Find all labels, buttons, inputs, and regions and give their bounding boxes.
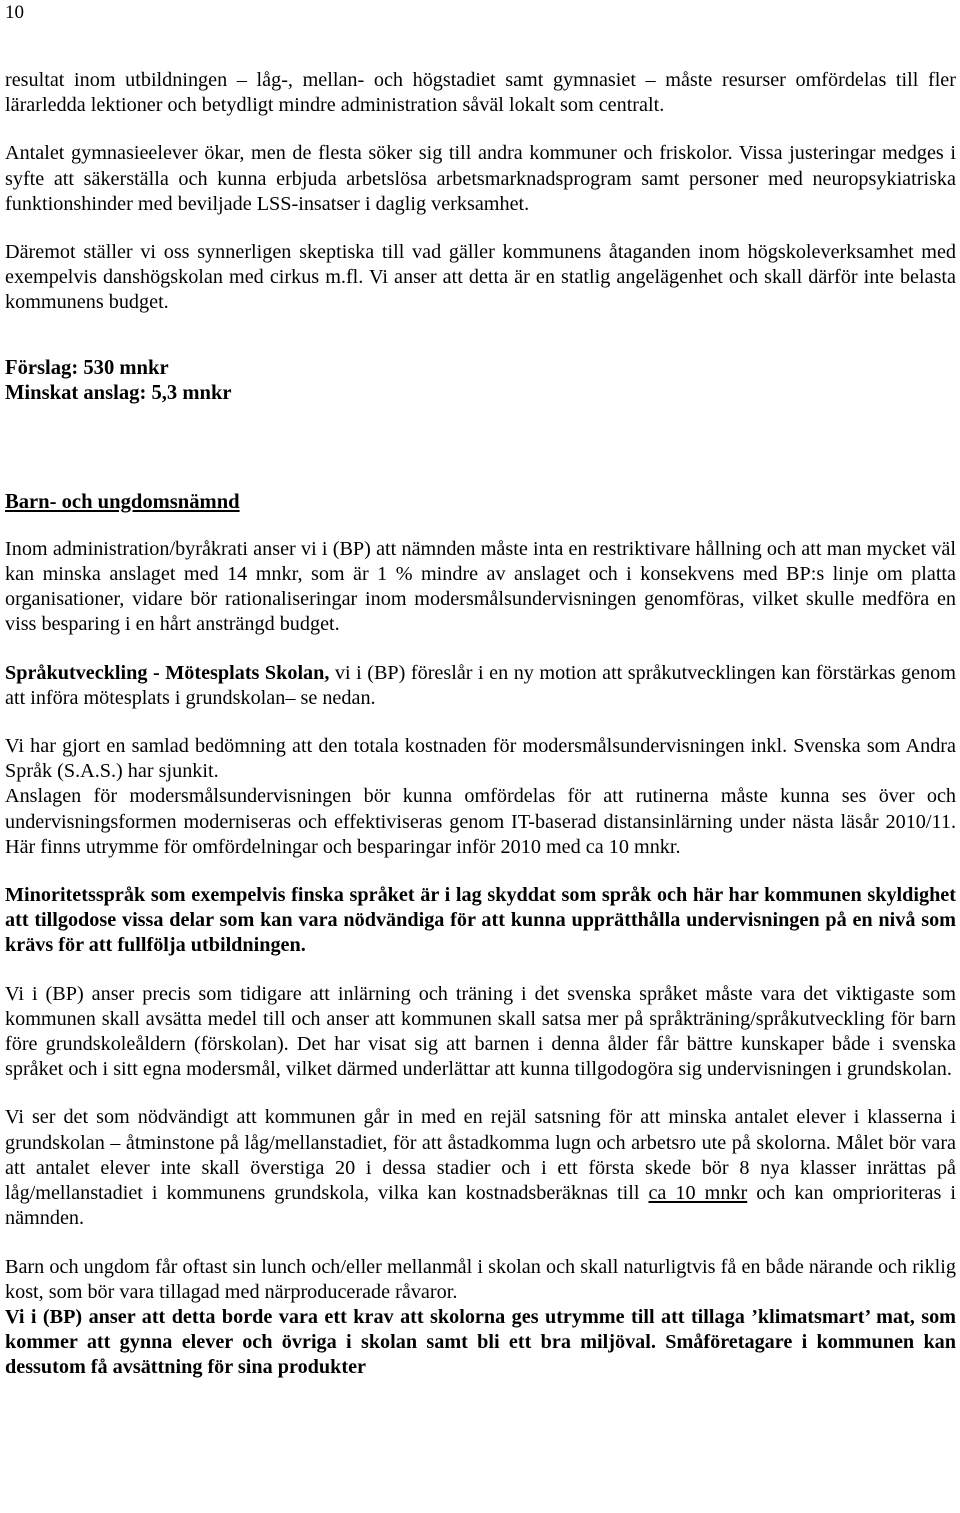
klasstorlek-cost: ca 10 mnkr bbox=[648, 1182, 748, 1205]
proposal-amount: Förslag: 530 mnkr bbox=[5, 356, 169, 379]
paragraph-utbildning-resultat: resultat inom utbildningen – låg-, mellan- och högstadiet samt gymnasiet – måste resurser omfördelas till fler lärarledda lektioner och betydligt mindre administration såväl lokalt som centralt. bbox=[5, 69, 956, 117]
document-body bbox=[5, 68, 956, 1381]
page-number: 10 bbox=[5, 2, 24, 23]
section-heading-barn-ungdom: Barn- och ungdomsnämnd bbox=[5, 490, 240, 513]
reduced-allocation: Minskat anslag: 5,3 mnkr bbox=[5, 381, 232, 404]
paragraph-samlad-bedomning: Vi har gjort en samlad bedömning att den totala kostnaden för modersmålsundervisningen inkl. Svenska som Andra Språk (S.A.S.) har sjunkit. bbox=[5, 735, 956, 783]
paragraph-minoritetssprak: Minoritetsspråk som exempelvis finska språket är i lag skyddat som språk och här har kommunen skyldighet att tillgodose vissa delar som kan vara nödvändiga för att kunna upprätthålla undervisningen på en nivå som krävs för att fullfölja utbildningen. bbox=[5, 884, 956, 957]
klasstorlek-text: Vi ser det som nödvändigt att kommunen går in med en rejäl satsning för att minska antalet elever i klasserna i grundskolan – åtminstone på låg/mellanstadiet, för att åstadkomma lugn och arbetsro ute på skolorna. Målet bör vara att antalet elever inte skall överstiga 20 i dessa stadier och i ett första skede bör 8 nya klasser inrättas på låg/mellanstadiet i kommunens grundskola, vilka kan kostnadsberäknas till bbox=[5, 1106, 956, 1205]
paragraph-hogskoleverksamhet: Däremot ställer vi oss synnerligen skeptiska till vad gäller kommunens åtaganden inom högskoleverksamhet med exempelvis danshögskolan med cirkus m.fl. Vi anser att detta är en statlig angelägenhet och skall därför inte belasta kommunens budget. bbox=[5, 241, 956, 314]
paragraph-svenska-spraket: Vi i (BP) anser precis som tidigare att inlärning och träning i det svenska språket måste vara det viktigaste som kommunen skall avsätta medel till och anser att kommunen skall satsa mer på språkträning/språkutveckling för barn före grundskoleåldern (förskolan). Det har visat sig att barnen i denna ålder får bättre kunskaper både i svenska språket och i sitt egna modersmål, vilket därmed underlättar att kunna tillgodogöra sig undervisningen i grundskolan. bbox=[5, 982, 956, 1081]
paragraph-lunch: Barn och ungdom får oftast sin lunch och/eller mellanmål i skolan och skall naturligtvis få en både närande och riklig kost, som bör vara tillagad med närproducerade råvaror. bbox=[5, 1255, 956, 1303]
paragraph-sprakutveckling bbox=[5, 661, 956, 711]
paragraph-klasstorlek bbox=[5, 1105, 956, 1231]
sprakutveckling-title: Språkutveckling - Mötesplats Skolan, bbox=[5, 661, 330, 684]
paragraph-administration: Inom administration/byråkrati anser vi i (BP) att nämnden måste inta en restriktivare hållning och att man mycket väl kan minska anslaget med 14 mnkr, som är 1 % mindre av anslaget och i konsekvens med BP:s linje om platta organisationer, vidare bör rationaliseringar inom modersmålsundervisningen genomföras, vilket skulle medföra en viss besparing i en hårt ansträngd budget. bbox=[5, 537, 956, 636]
sprakutveckling-text: vi i (BP) föreslår i en ny motion att språkutvecklingen kan förstärkas genom att införa mötesplats i grundskolan– se nedan. bbox=[5, 661, 956, 709]
paragraph-anslag-modersmal: Anslagen för modersmålsundervisningen bör kunna omfördelas för att rutinerna måste kunna ses över och undervisningsformen moderniseras och effektiviseras genom IT-baserad distansinlärning under nästa läsår 2010/11. Här finns utrymme för omfördelningar och besparingar inför 2010 med ca 10 mnkr. bbox=[5, 785, 956, 858]
klasstorlek-text-end: och kan omprioriteras i nämnden. bbox=[5, 1182, 956, 1230]
paragraph-klimatsmart: Vi i (BP) anser att detta borde vara ett krav att skolorna ges utrymme till att tillaga ’klimatsmart’ mat, som kommer att gynna elever och övriga i skolan samt bli ett bra miljöval. Småföretagare i kommunen kan dessutom få avsättning för sina produkter bbox=[5, 1305, 956, 1379]
paragraph-gymnasieelever: Antalet gymnasieelever ökar, men de flesta söker sig till andra kommuner och friskolor. Vissa justeringar medges i syfte att säkerställa och kunna erbjuda arbetslösa arbetsmarknadsprogram samt personer med neuropsykiatriska funktionshinder med beviljade LSS-insatser i daglig verksamhet. bbox=[5, 142, 956, 215]
